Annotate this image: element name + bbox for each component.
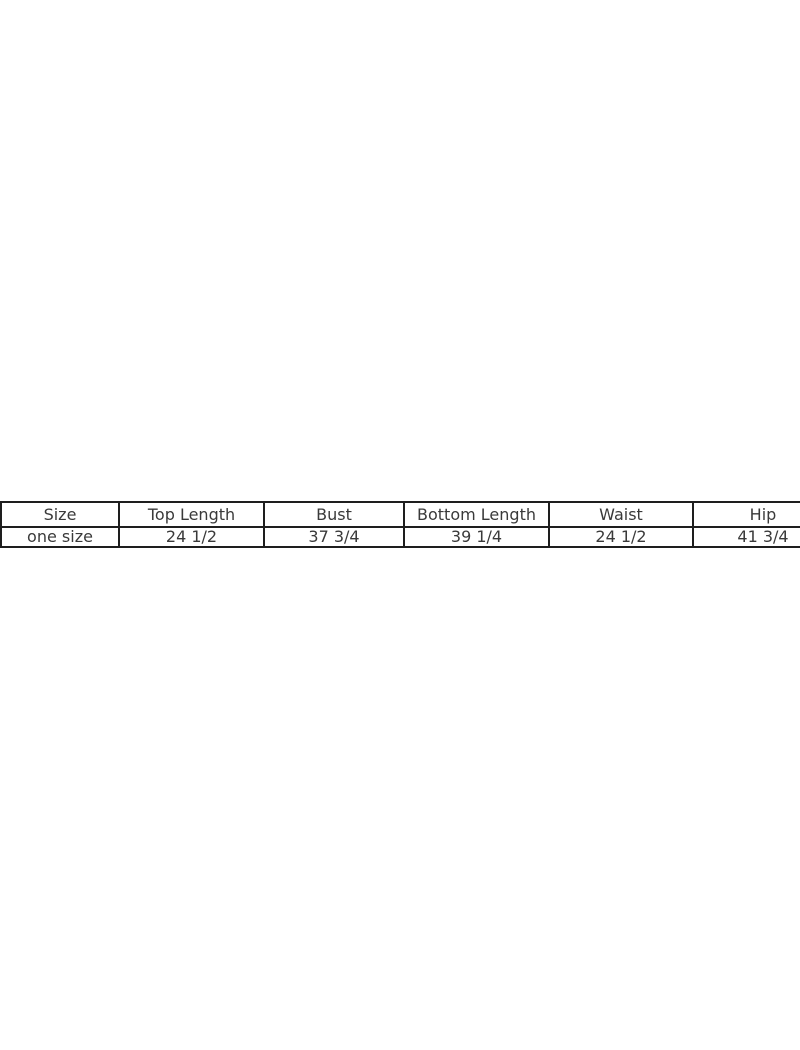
cell-waist: 24 1/2 [549,527,693,547]
cell-size: one size [1,527,119,547]
column-header-bottom-length: Bottom Length [404,502,549,527]
cell-bottom-length: 39 1/4 [404,527,549,547]
column-header-hip: Hip [693,502,800,527]
column-header-bust: Bust [264,502,404,527]
cell-top-length: 24 1/2 [119,527,264,547]
size-chart [0,501,800,548]
header-row [1,502,800,527]
column-header-top-length: Top Length [119,502,264,527]
column-header-size: Size [1,502,119,527]
table-row [1,527,800,547]
cell-bust: 37 3/4 [264,527,404,547]
column-header-waist: Waist [549,502,693,527]
cell-hip: 41 3/4 [693,527,800,547]
size-chart-table [0,501,800,548]
